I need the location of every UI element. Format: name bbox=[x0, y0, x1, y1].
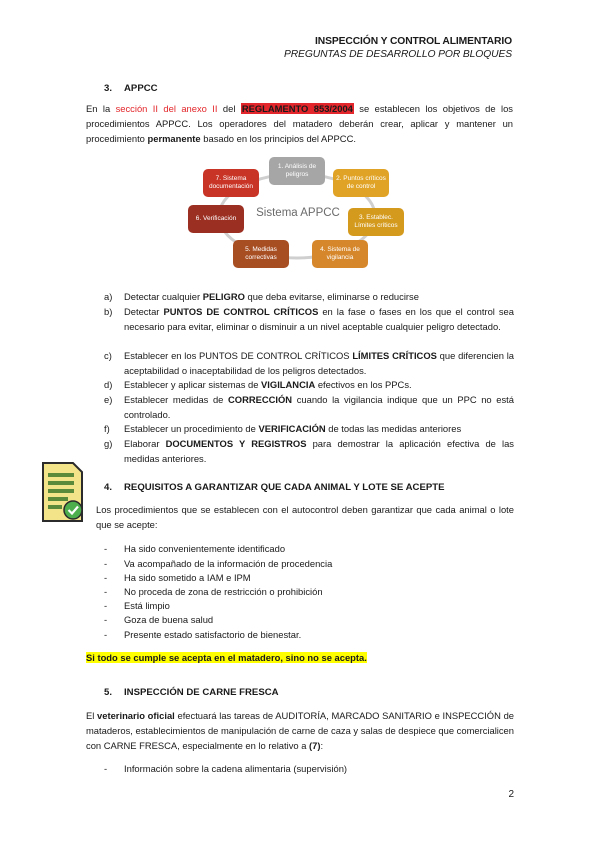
regulation-highlight: REGLAMENTO 853/2004 bbox=[241, 103, 353, 114]
node-analisis-peligros: 1. Análisis de peligros bbox=[269, 157, 325, 185]
running-header-subtitle: PREGUNTAS DE DESARROLLO POR BLOQUES bbox=[283, 49, 512, 60]
diagram-center-label: Sistema APPCC bbox=[256, 207, 340, 219]
page-number: 2 bbox=[508, 789, 514, 800]
appcc-cycle-diagram bbox=[186, 157, 406, 271]
section-title: APPCC bbox=[124, 83, 158, 94]
section-3-intro: En la sección II del anexo II del REGLAMENTO 853/2004 se establecen los objetivos de los procedimientos APPCC. Los operadores del matadero deberán crear, aplicar y mantener un procedimiento permanente basado en los principios del APPCC. bbox=[86, 103, 513, 144]
section-title: INSPECCIÓN DE CARNE FRESCA bbox=[124, 687, 279, 698]
node-verificacion: 6. Verificación bbox=[188, 205, 244, 233]
document-check-icon bbox=[40, 460, 86, 524]
annex-reference: sección II del anexo II bbox=[115, 103, 218, 114]
node-limites-criticos: 3. Establec. Límites críticos bbox=[348, 208, 404, 236]
acceptance-highlight: Si todo se cumple se acepta en el matadero, sino no se acepta. bbox=[86, 652, 367, 663]
section-4-heading bbox=[104, 482, 445, 493]
node-sistema-documentacion: 7. Sistema documentación bbox=[203, 169, 259, 197]
section-title: REQUISITOS A GARANTIZAR QUE CADA ANIMAL Y LOTE SE ACEPTE bbox=[124, 482, 445, 493]
section-4-intro: Los procedimientos que se establecen con el autocontrol deben garantizar que cada animal o lote que se acepte: bbox=[96, 504, 514, 530]
node-medidas-correctivas: 5. Medidas correctivas bbox=[233, 240, 289, 268]
section-5-heading bbox=[104, 687, 279, 698]
node-sistema-vigilancia: 4. Sistema de vigilancia bbox=[312, 240, 368, 268]
section-number: 4. bbox=[104, 482, 113, 493]
node-puntos-criticos: 2. Puntos críticos de control bbox=[333, 169, 389, 197]
running-header-title: INSPECCIÓN Y CONTROL ALIMENTARIO bbox=[314, 36, 512, 47]
section-number: 5. bbox=[104, 687, 113, 698]
section-3-heading bbox=[104, 83, 158, 94]
section-5-paragraph: El veterinario oficial efectuará las tareas de AUDITORÍA, MARCADO SANITARIO e INSPECCIÓN de mataderos, establecimientos de manipulación de carne de caza y salas de despiece que comercialicen con CARNE FRESCA, especialmente en lo relativo a (7): bbox=[86, 710, 514, 751]
section-number: 3. bbox=[104, 83, 113, 94]
